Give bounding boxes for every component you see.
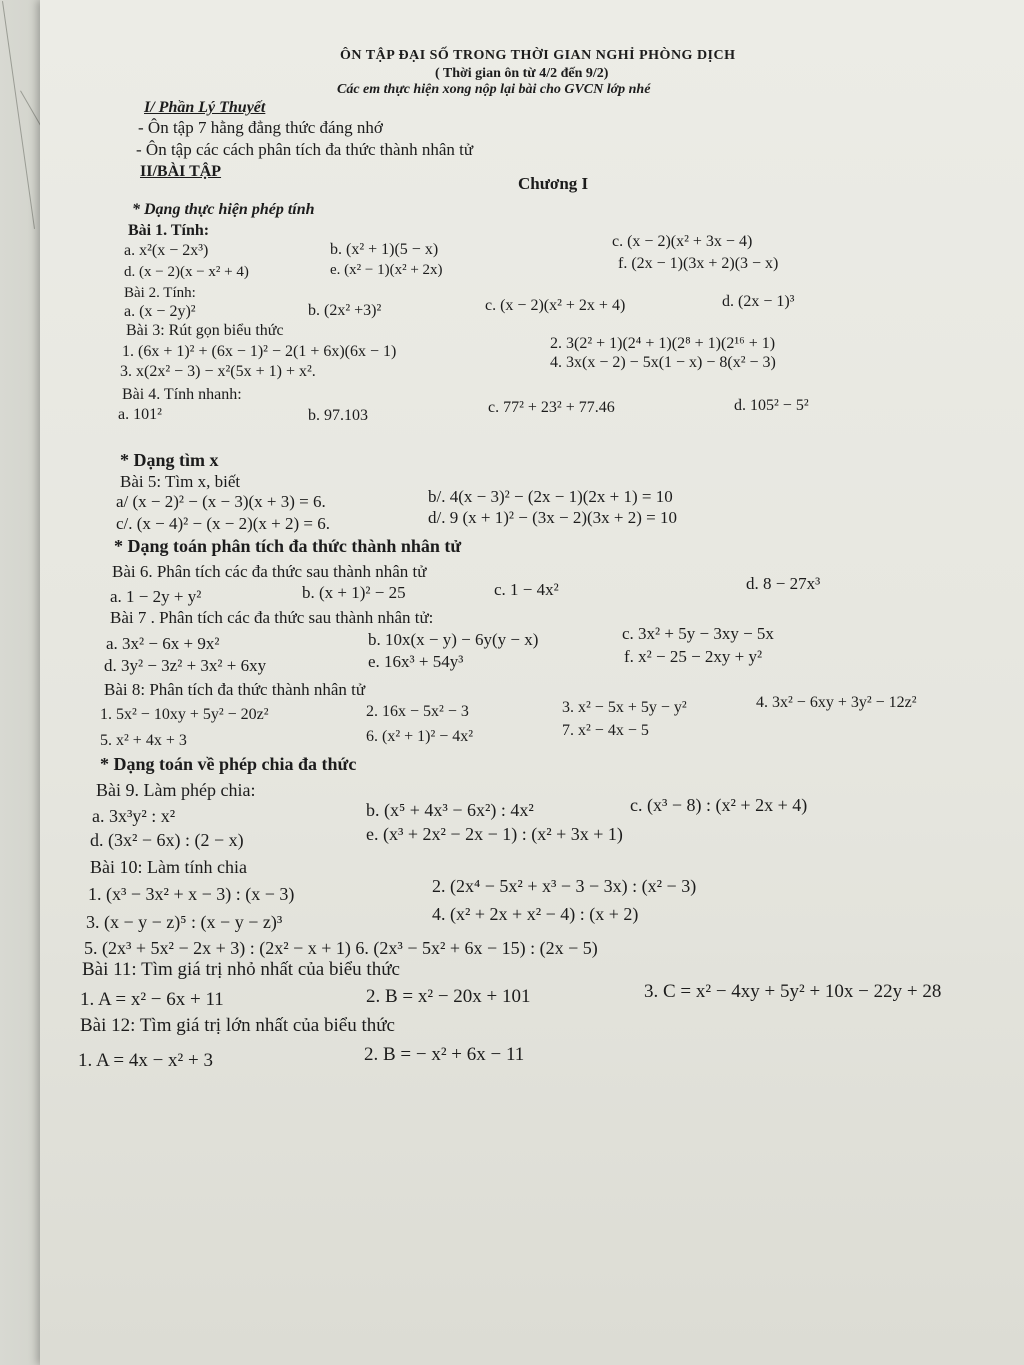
exercise-item: 2. B = x² − 20x + 101 <box>366 986 531 1007</box>
exercise-item: 1. 5x² − 10xy + 5y² − 20z² <box>100 706 269 723</box>
exercise-title: Bài 1. Tính: <box>128 222 210 239</box>
exercise-title: Bài 10: Làm tính chia <box>90 857 247 877</box>
exercise-item: b. (x⁵ + 4x³ − 6x²) : 4x² <box>366 800 534 820</box>
exercise-item: b. (2x² +3)² <box>308 302 382 319</box>
exercises-heading: II/BÀI TẬP <box>140 163 222 180</box>
exercise-item: a. 101² <box>118 406 162 423</box>
exercise-item: b/. 4(x − 3)² − (2x − 1)(2x + 1) = 10 <box>428 487 673 506</box>
exercise-item: 2. 3(2² + 1)(2⁴ + 1)(2⁸ + 1)(2¹⁶ + 1) <box>550 335 776 352</box>
exercise-item: d. 105² − 5² <box>734 397 809 414</box>
section-heading: * Dạng thực hiện phép tính <box>132 201 315 218</box>
exercise-item: a. x²(x − 2x³) <box>124 242 209 259</box>
worksheet-title: ÔN TẬP ĐẠI SỐ TRONG THỜI GIAN NGHỈ PHÒNG DỊCH <box>340 48 736 63</box>
exercise-item: 1. A = 4x − x² + 3 <box>78 1050 213 1071</box>
theory-heading: I/ Phần Lý Thuyết <box>144 99 266 116</box>
exercise-item: 3. x(2x² − 3) − x²(5x + 1) + x². <box>120 363 316 380</box>
exercise-item: 2. 16x − 5x² − 3 <box>366 703 469 720</box>
exercise-item: 1. (x³ − 3x² + x − 3) : (x − 3) <box>88 884 295 904</box>
exercise-item: 1. A = x² − 6x + 11 <box>80 989 224 1010</box>
exercise-title: Bài 3: Rút gọn biểu thức <box>126 322 284 339</box>
exercise-title: Bài 11: Tìm giá trị nhỏ nhất của biểu thức <box>82 959 400 980</box>
exercise-title: Bài 8: Phân tích đa thức thành nhân tử <box>104 680 366 699</box>
exercise-item: d. 8 − 27x³ <box>746 574 821 593</box>
exercise-item: 5. (2x³ + 5x² − 2x + 3) : (2x² − x + 1) 6. (2x³ − 5x² + 6x − 15) : (2x − 5) <box>84 938 598 958</box>
worksheet-instruction: Các em thực hiện xong nộp lại bài cho GVCN lớp nhé <box>337 82 651 97</box>
exercise-item: a. 1 − 2y + y² <box>110 587 202 606</box>
exercise-item: e. 16x³ + 54y³ <box>368 652 464 671</box>
chapter-label: Chương I <box>518 174 589 193</box>
exercise-item: 4. (x² + 2x + x² − 4) : (x + 2) <box>432 904 639 924</box>
exercise-item: 2. (2x⁴ − 5x² + x³ − 3 − 3x) : (x² − 3) <box>432 876 697 896</box>
exercise-item: d. (3x² − 6x) : (2 − x) <box>90 830 244 850</box>
exercise-item: 7. x² − 4x − 5 <box>562 722 649 739</box>
exercise-item: b. (x + 1)² − 25 <box>302 583 406 602</box>
exercise-item: c/. (x − 4)² − (x − 2)(x + 2) = 6. <box>116 514 331 533</box>
worksheet-page <box>40 0 1024 1365</box>
exercise-item: 3. x² − 5x + 5y − y² <box>562 699 687 716</box>
exercise-item: b. 97.103 <box>308 407 368 424</box>
exercise-item: 6. (x² + 1)² − 4x² <box>366 728 474 745</box>
exercise-title: Bài 4. Tính nhanh: <box>122 386 242 403</box>
exercise-item: 4. 3x(x − 2) − 5x(1 − x) − 8(x² − 3) <box>550 354 776 371</box>
exercise-item: c. (x − 2)(x² + 2x + 4) <box>485 297 626 314</box>
exercise-item: b. (x² + 1)(5 − x) <box>330 241 439 258</box>
exercise-item: e. (x³ + 2x² − 2x − 1) : (x² + 3x + 1) <box>366 824 623 844</box>
exercise-item: 3. (x − y − z)⁵ : (x − y − z)³ <box>86 912 283 932</box>
exercise-item: d. 3y² − 3z² + 3x² + 6xy <box>104 656 267 675</box>
exercise-item: a. (x − 2y)² <box>124 303 196 320</box>
worksheet-dates: ( Thời gian ôn từ 4/2 đến 9/2) <box>435 66 609 81</box>
exercise-title: Bài 9. Làm phép chia: <box>96 780 256 800</box>
theory-item: - Ôn tập 7 hằng đẳng thức đáng nhớ <box>138 118 383 137</box>
exercise-item: c. 1 − 4x² <box>494 580 559 599</box>
section-heading: * Dạng toán về phép chia đa thức <box>100 754 357 774</box>
section-heading: * Dạng toán phân tích đa thức thành nhân tử <box>114 536 462 556</box>
section-heading: * Dạng tìm x <box>120 450 219 470</box>
exercise-item: b. 10x(x − y) − 6y(y − x) <box>368 630 539 649</box>
exercise-item: d. (x − 2)(x − x² + 4) <box>124 264 249 280</box>
exercise-title: Bài 12: Tìm giá trị lớn nhất của biểu thức <box>80 1015 395 1036</box>
exercise-item: c. (x³ − 8) : (x² + 2x + 4) <box>630 795 808 815</box>
exercise-title: Bài 7 . Phân tích các đa thức sau thành nhân tử: <box>110 608 434 627</box>
exercise-item: f. (2x − 1)(3x + 2)(3 − x) <box>618 255 779 272</box>
exercise-item: d/. 9 (x + 1)² − (3x − 2)(3x + 2) = 10 <box>428 508 677 527</box>
exercise-item: c. 3x² + 5y − 3xy − 5x <box>622 624 774 643</box>
exercise-item: c. 77² + 23² + 77.46 <box>488 399 615 416</box>
exercise-item: 5. x² + 4x + 3 <box>100 732 187 749</box>
exercise-item: 3. C = x² − 4xy + 5y² + 10x − 22y + 28 <box>644 981 942 1002</box>
exercise-item: 4. 3x² − 6xy + 3y² − 12z² <box>756 694 917 711</box>
exercise-item: f. x² − 25 − 2xy + y² <box>624 647 763 666</box>
exercise-item: a. 3x³y² : x² <box>92 806 176 826</box>
exercise-item: a. 3x² − 6x + 9x² <box>106 634 220 653</box>
exercise-item: d. (2x − 1)³ <box>722 293 795 310</box>
exercise-item: c. (x − 2)(x² + 3x − 4) <box>612 233 753 250</box>
exercise-title: Bài 6. Phân tích các đa thức sau thành nhân tử <box>112 562 427 581</box>
exercise-item: 1. (6x + 1)² + (6x − 1)² − 2(1 + 6x)(6x − 1) <box>122 343 397 360</box>
exercise-title: Bài 2. Tính: <box>124 285 196 301</box>
exercise-item: a/ (x − 2)² − (x − 3)(x + 3) = 6. <box>116 492 326 511</box>
exercise-item: 2. B = − x² + 6x − 11 <box>364 1044 525 1065</box>
exercise-item: e. (x² − 1)(x² + 2x) <box>330 262 443 278</box>
exercise-title: Bài 5: Tìm x, biết <box>120 472 241 491</box>
theory-item: - Ôn tập các cách phân tích đa thức thành nhân tử <box>136 140 474 159</box>
